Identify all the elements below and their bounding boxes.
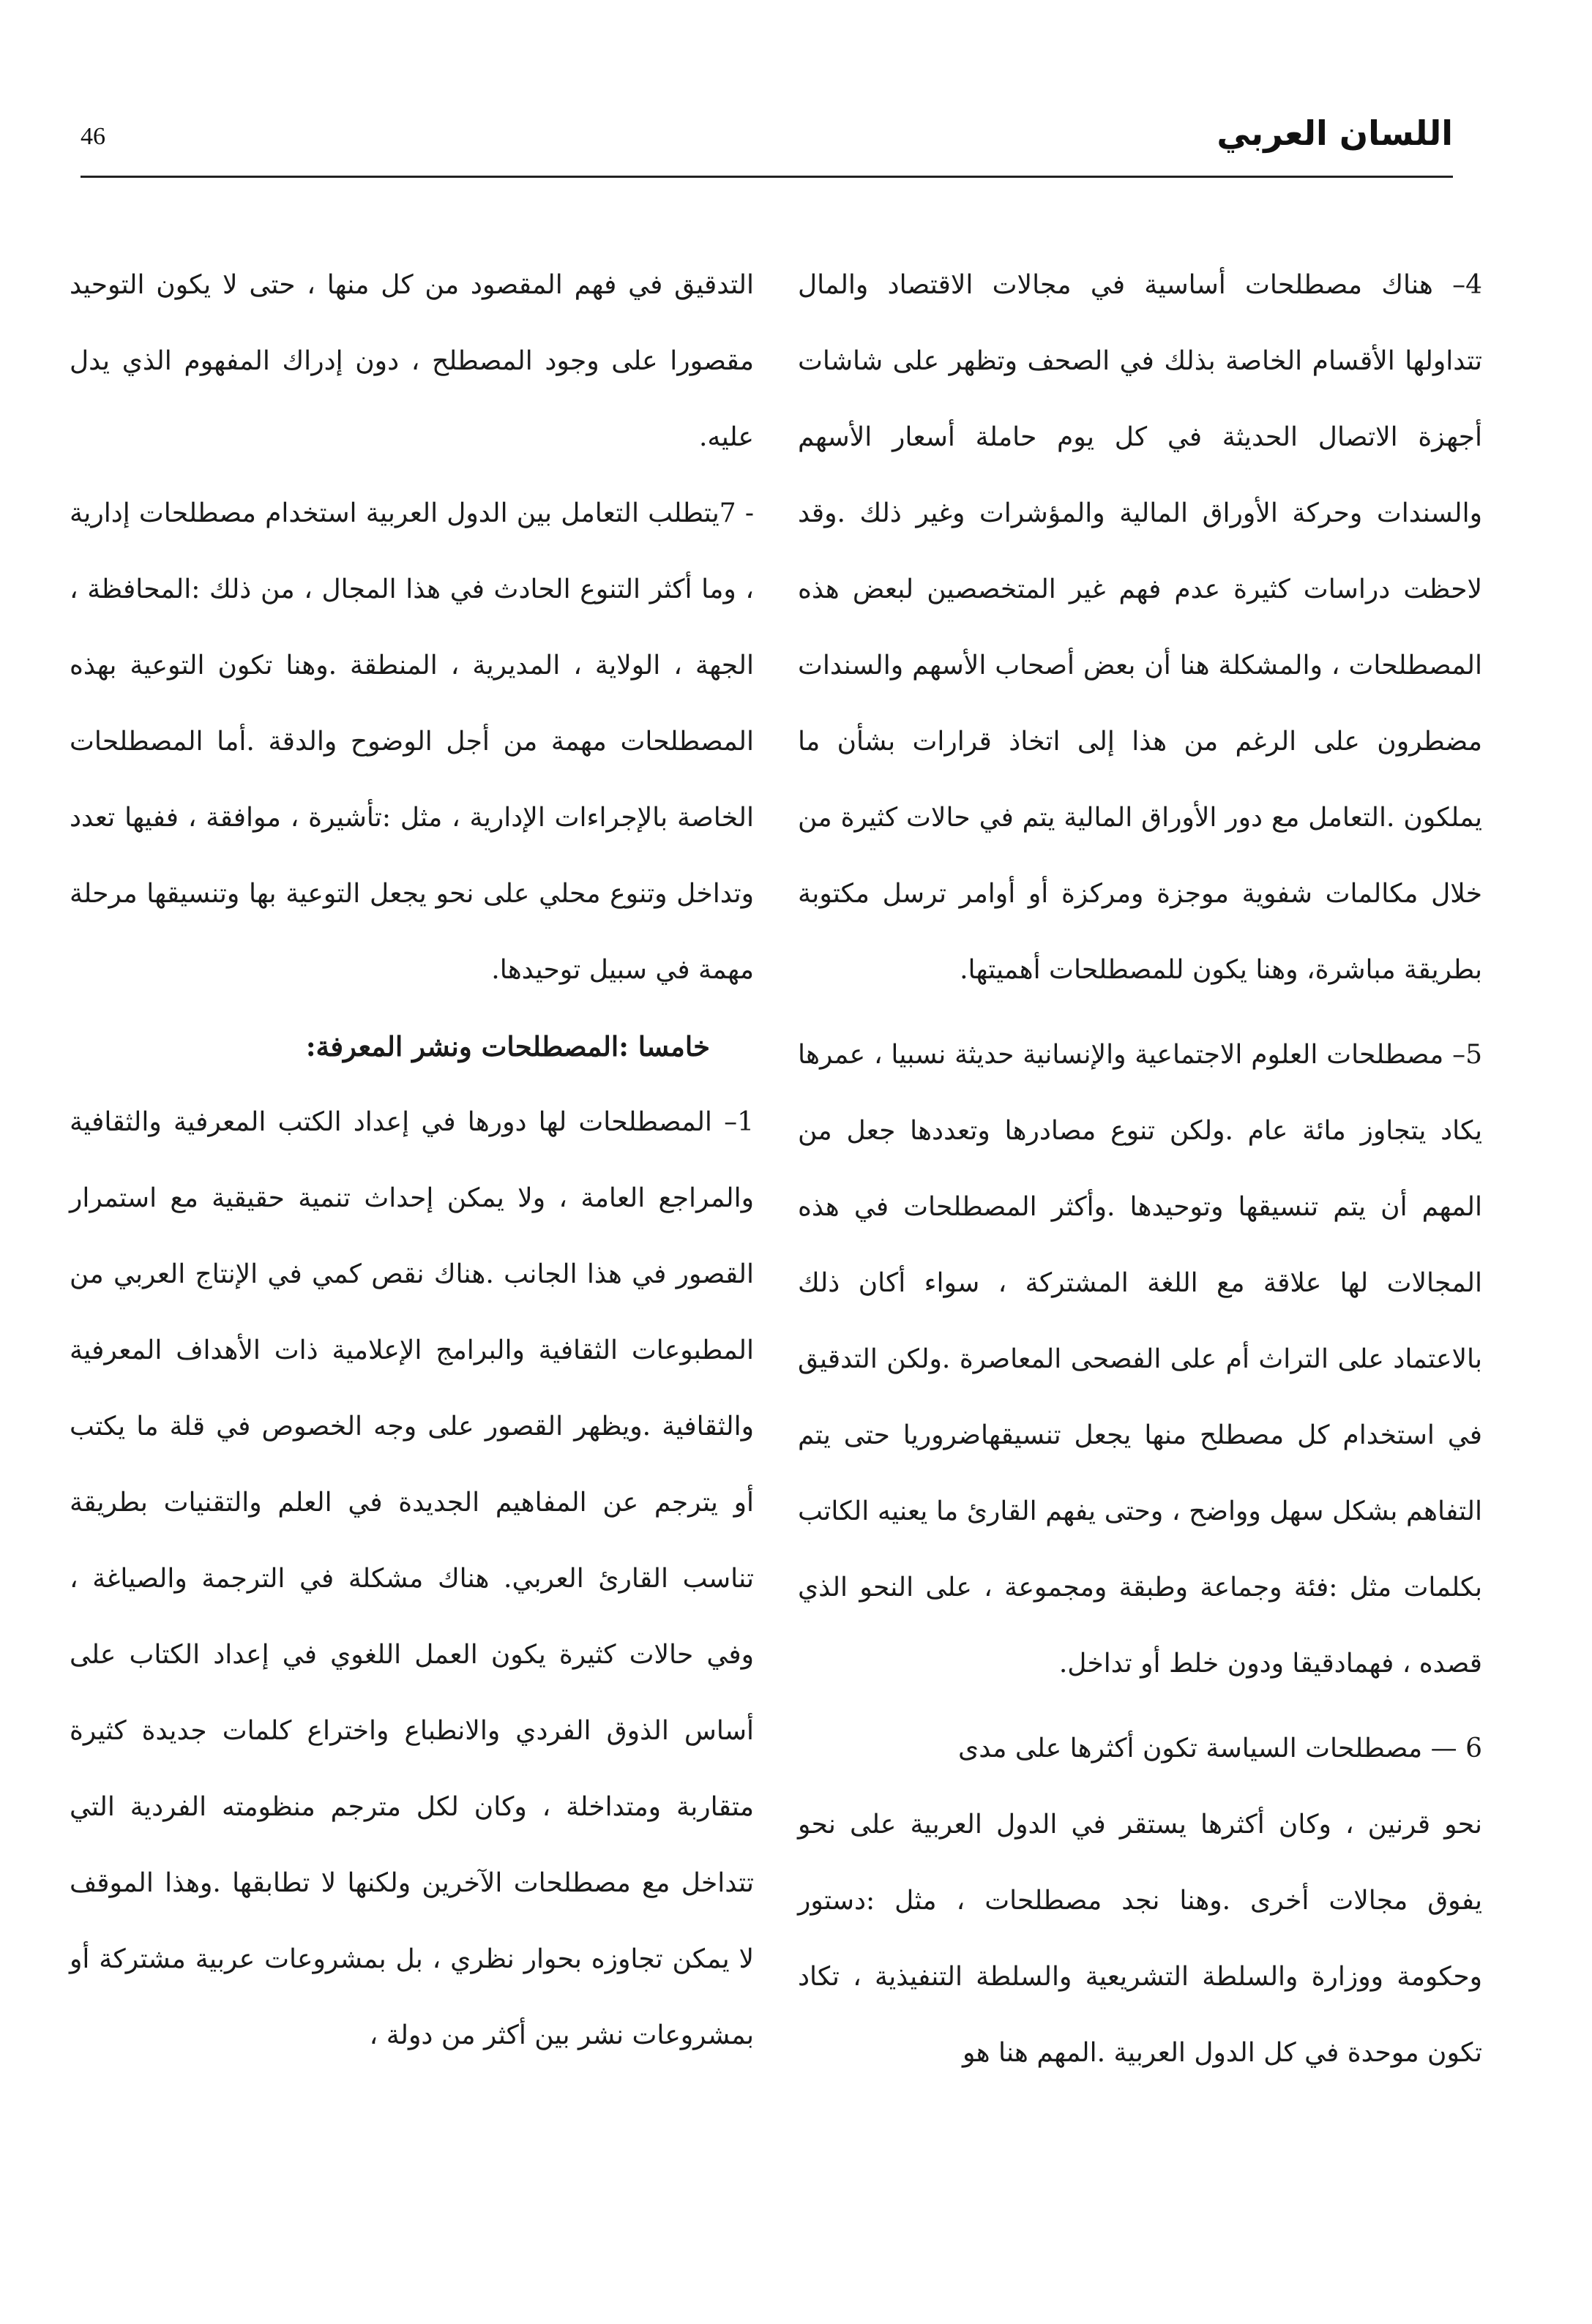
- paragraph-4: 4– هناك مصطلحات أساسية في مجالات الاقتصاد والمال تتداولها الأقسام الخاصة بذلك في الصحف وتظهر على شاشات أجهزة الاتصال الحديثة في كل يوم حاملة أسعار الأسهم والسندات وحركة الأوراق المالية والمؤشرات وغير ذلك .وقد لاحظت دراسات كثيرة عدم فهم غير المتخصصين لبعض هذه المصطلحات ، والمشكلة هنا أن بعض أصحاب الأسهم والسندات مضطرون على الرغم من هذا إلى اتخاذ قرارات بشأن ما يملكون .التعامل مع دور الأوراق المالية يتم في حالات كثيرة من خلال مكالمات شفوية موجزة ومركزة أو أوامر ترسل مكتوبة بطريقة مباشرة، وهنا يكون للمصطلحات أهميتها.: [798, 270, 1482, 985]
- left-column: [70, 247, 754, 2074]
- right-column: [798, 247, 1482, 2091]
- paragraph-6-heading-line: 6 — مصطلحات السياسة تكون أكثرها على مدى: [958, 1733, 1482, 1763]
- section-heading: خامسا :المصطلحات ونشر المعرفة:: [305, 1030, 710, 1062]
- page-number: 46: [81, 123, 105, 150]
- journal-title: اللسان العربي: [1217, 113, 1453, 153]
- paragraph-5: 5– مصطلحات العلوم الاجتماعية والإنسانية حديثة نسبيا ، عمرها يكاد يتجاوز مائة عام .ولكن تنوع مصادرها وتعددها جعل من المهم أن يتم تنسيقها وتوحيدها .وأكثر المصطلحات في هذه المجالات لها علاقة مع اللغة المشتركة ، سواء أكان ذلك بالاعتماد على التراث أم على الفصحى المعاصرة .ولكن التدقيق في استخدام كل مصطلح منها يجعل تنسيقهاضروريا حتى يتم التفاهم بشكل سهل وواضح ، وحتى يفهم القارئ ما يعنيه الكاتب بكلمات مثل :فئة وجماعة وطبقة ومجموعة ، على النحو الذي قصده ، فهمادقيقا ودون خلط أو تداخل.: [798, 1040, 1482, 1679]
- paragraph-7: - 7يتطلب التعامل بين الدول العربية استخدام مصطلحات إدارية ، وما أكثر التنوع الحادث في هذا المجال ، من ذلك :المحافظة ، الجهة ، الولاية ، المديرية ، المنطقة .وهنا تكون التوعية بهذه المصطلحات مهمة من أجل الوضوح والدقة .أما المصطلحات الخاصة بالإجراءات الإدارية ، مثل :تأشيرة ، موافقة ، ففيها تعدد وتداخل وتنوع محلي على نحو يجعل التوعية بها وتنسيقها مرحلة مهمة في سبيل توحيدها.: [70, 498, 755, 985]
- paragraph-continuation: التدقيق في فهم المقصود من كل منها ، حتى لا يكون التوحيد مقصورا على وجود المصطلح ، دون إدراك المفهوم الذي يدل عليه.: [70, 270, 754, 452]
- page-header: [81, 110, 1453, 178]
- paragraph-section5-1: 1– المصطلحات لها دورها في إعداد الكتب المعرفية والثقافية والمراجع العامة ، ولا يمكن إحداث تنمية حقيقية مع استمرار القصور في هذا الجانب .هناك نقص كمي في الإنتاج العربي من المطبوعات الثقافية والبرامج الإعلامية ذات الأهداف المعرفية والثقافية .ويظهر القصور على وجه الخصوص في قلة ما يكتب أو يترجم عن المفاهيم الجديدة في العلم والتقنيات بطريقة تناسب القارئ العربي. هناك مشكلة في الترجمة والصياغة ، وفي حالات كثيرة يكون العمل اللغوي في إعداد الكتاب على أساس الذوق الفردي والانطباع واختراع كلمات جديدة كثيرة متقاربة ومتداخلة ، وكان لكل مترجم منظومته الفردية التي تتداخل مع مصطلحات الآخرين ولكنها لا تطابقها .وهذا الموقف لا يمكن تجاوزه بحوار نظري ، بل بمشروعات عربية مشتركة أو بمشروعات نشر بين أكثر من دولة ،: [70, 1107, 754, 2050]
- paragraph-6: نحو قرنين ، وكان أكثرها يستقر في الدول العربية على نحو يفوق مجالات أخرى .وهنا نجد مصطلحات ، مثل :دستور وحكومة ووزارة والسلطة التشريعية والسلطة التنفيذية ، تكاد تكون موحدة في كل الدول العربية .المهم هنا هو: [798, 1810, 1482, 2068]
